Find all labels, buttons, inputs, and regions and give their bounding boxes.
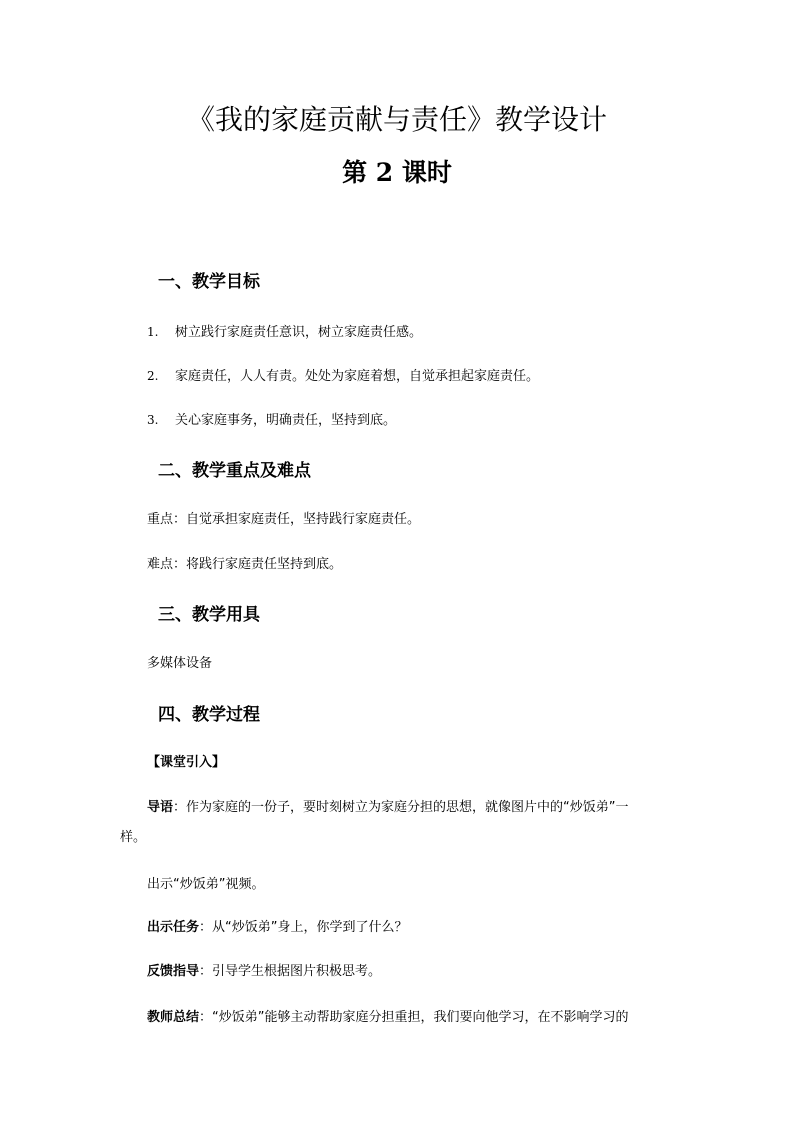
task-label: 出示任务 xyxy=(147,920,200,935)
document-subtitle: 第 2 课时 xyxy=(342,158,452,187)
list-text: 树立践行家庭责任意识，树立家庭责任感。 xyxy=(175,325,423,340)
list-number: 3. xyxy=(147,413,159,427)
tools-text: 多媒体设备 xyxy=(147,656,213,671)
list-item xyxy=(147,366,539,387)
feedback-paragraph xyxy=(147,962,381,982)
task-text: ：从“炒饭弟”身上，你学到了什么？ xyxy=(199,920,408,935)
guide-text-continued: 样。 xyxy=(120,830,147,845)
task-paragraph xyxy=(147,918,408,938)
list-number: 2. xyxy=(147,369,159,383)
summary-label: 教师总结 xyxy=(147,1010,200,1025)
section-heading-key-points: 二、教学重点及难点 xyxy=(158,461,311,481)
show-video-text: 出示“炒饭弟”视频。 xyxy=(147,877,265,892)
feedback-label: 反馈指导 xyxy=(147,964,200,979)
guide-label: 导语 xyxy=(147,800,174,815)
section-heading-process: 四、教学过程 xyxy=(158,705,260,725)
guide-paragraph xyxy=(120,798,680,848)
intro-label: 【课堂引入】 xyxy=(147,755,226,770)
list-item xyxy=(147,410,396,431)
list-item xyxy=(147,322,422,343)
guide-text: ：作为家庭的一份子，要时刻树立为家庭分担的思想，就像图片中的“炒饭弟”一 xyxy=(173,800,629,815)
section-heading-objectives: 一、教学目标 xyxy=(158,272,260,292)
section-heading-tools: 三、教学用具 xyxy=(158,605,260,625)
list-text: 关心家庭事务，明确责任，坚持到底。 xyxy=(175,413,397,428)
list-text: 家庭责任，人人有责。处处为家庭着想，自觉承担起家庭责任。 xyxy=(175,369,540,384)
list-number: 1. xyxy=(147,325,159,339)
summary-text: ：“炒饭弟”能够主动帮助家庭分担重担，我们要向他学习，在不影响学习的 xyxy=(199,1010,629,1025)
document-title: 《我的家庭贡献与责任》教学设计 xyxy=(186,103,607,136)
summary-paragraph xyxy=(147,1008,629,1028)
feedback-text: ：引导学生根据图片积极思考。 xyxy=(199,964,382,979)
difficulty-text: 难点：将践行家庭责任坚持到底。 xyxy=(147,557,343,572)
key-point-text: 重点：自觉承担家庭责任，坚持践行家庭责任。 xyxy=(147,512,421,527)
